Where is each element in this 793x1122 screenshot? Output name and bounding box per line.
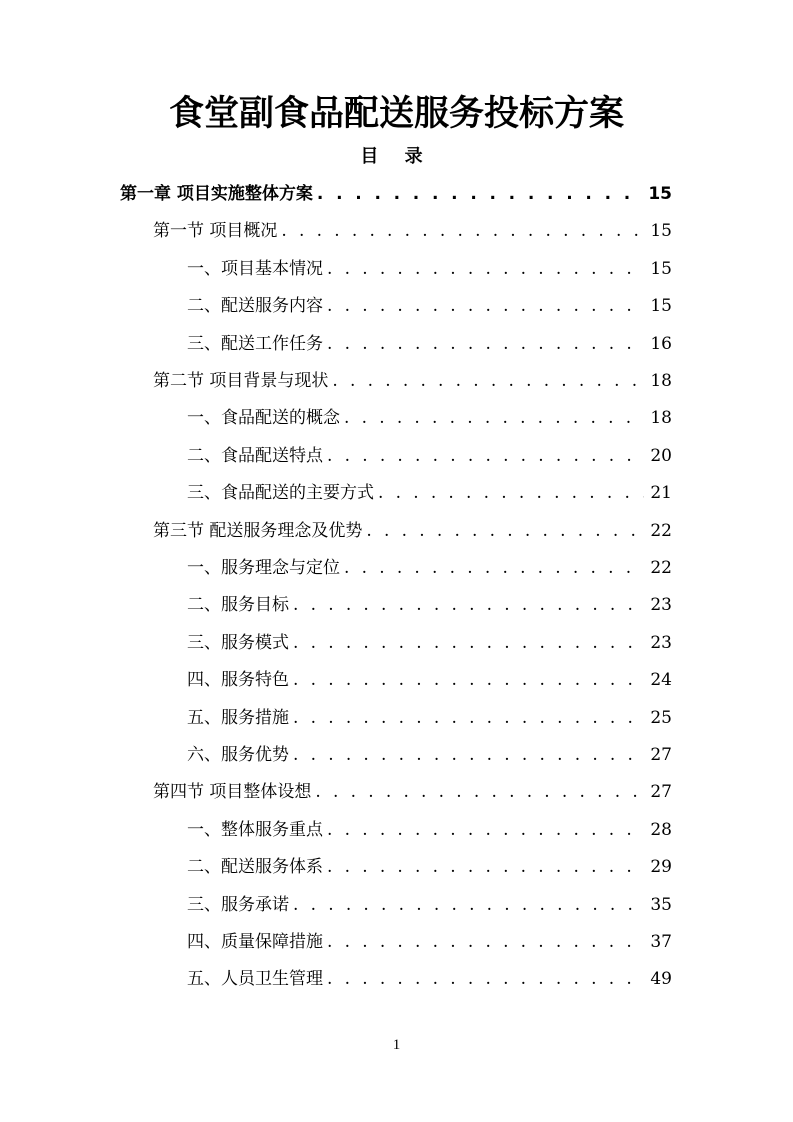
toc-entry-page: 22 xyxy=(650,558,672,578)
toc-subsection-entry[interactable] xyxy=(187,666,672,694)
toc-entry-label: 第一章 项目实施整体方案 xyxy=(120,184,313,204)
toc-dot-leader xyxy=(327,255,644,283)
toc-entry-label: 四、服务特色 xyxy=(187,670,289,690)
toc-subsection-entry[interactable] xyxy=(187,404,672,432)
toc-entry-label: 二、食品配送特点 xyxy=(187,446,323,466)
toc-entry-label: 一、服务理念与定位 xyxy=(187,558,340,578)
toc-entry-page: 22 xyxy=(650,521,672,541)
toc-entry-label: 三、食品配送的主要方式 xyxy=(187,483,374,503)
toc-subsection-entry[interactable] xyxy=(187,292,672,320)
toc-entry-label: 第一节 项目概况 xyxy=(153,221,278,241)
toc-section-entry[interactable] xyxy=(153,217,672,245)
toc-section-entry[interactable] xyxy=(153,367,672,395)
toc-entry-page: 23 xyxy=(650,633,672,653)
toc-dot-leader xyxy=(344,404,644,432)
toc-entry-page: 24 xyxy=(650,670,672,690)
toc-dot-leader xyxy=(293,629,644,657)
toc-dot-leader xyxy=(378,479,644,507)
toc-entry-label: 五、服务措施 xyxy=(187,708,289,728)
toc-dot-leader xyxy=(293,704,644,732)
toc-subsection-entry[interactable] xyxy=(187,928,672,956)
toc-entry-page: 35 xyxy=(650,895,672,915)
toc-subsection-entry[interactable] xyxy=(187,891,672,919)
toc-entry-page: 27 xyxy=(650,782,672,802)
toc-section-entry[interactable] xyxy=(153,778,672,806)
toc-dot-leader xyxy=(315,778,644,806)
toc-entry-page: 21 xyxy=(650,483,672,503)
toc-subsection-entry[interactable] xyxy=(187,330,672,358)
toc-entry-label: 一、食品配送的概念 xyxy=(187,408,340,428)
toc-entry-page: 20 xyxy=(650,446,672,466)
toc-entry-page: 15 xyxy=(650,259,672,279)
toc-entry-page: 15 xyxy=(650,221,672,241)
toc-dot-leader xyxy=(327,330,644,358)
toc-dot-leader xyxy=(344,554,644,582)
toc-dot-leader xyxy=(293,666,644,694)
toc-entry-page: 37 xyxy=(650,932,672,952)
toc-entry-page: 28 xyxy=(650,820,672,840)
toc-entry-page: 23 xyxy=(650,595,672,615)
toc-dot-leader xyxy=(281,217,644,245)
toc-dot-leader xyxy=(327,965,644,993)
toc-dot-leader xyxy=(327,292,644,320)
toc-dot-leader xyxy=(293,891,644,919)
toc-entry-page: 29 xyxy=(650,857,672,877)
toc-entry-page: 18 xyxy=(650,408,672,428)
toc-entry-page: 27 xyxy=(650,745,672,765)
toc-entry-label: 五、人员卫生管理 xyxy=(187,969,323,989)
toc-dot-leader xyxy=(293,741,644,769)
toc-entry-page: 16 xyxy=(650,334,672,354)
toc-subsection-entry[interactable] xyxy=(187,965,672,993)
toc-entry-label: 一、项目基本情况 xyxy=(187,259,323,279)
toc-entry-label: 第四节 项目整体设想 xyxy=(153,782,312,802)
toc-entry-label: 三、配送工作任务 xyxy=(187,334,323,354)
toc-subsection-entry[interactable] xyxy=(187,479,672,507)
toc-dot-leader xyxy=(327,442,644,470)
toc-entry-label: 二、配送服务内容 xyxy=(187,296,323,316)
toc-entry-label: 三、服务承诺 xyxy=(187,895,289,915)
toc-entry-page: 18 xyxy=(650,371,672,391)
toc-section-entry[interactable] xyxy=(153,517,672,545)
toc-entry-label: 二、配送服务体系 xyxy=(187,857,323,877)
toc-subsection-entry[interactable] xyxy=(187,816,672,844)
toc-subsection-entry[interactable] xyxy=(187,255,672,283)
toc-subsection-entry[interactable] xyxy=(187,853,672,881)
toc-chapter-entry[interactable] xyxy=(120,180,672,208)
toc-entry-label: 第三节 配送服务理念及优势 xyxy=(153,521,363,541)
toc-dot-leader xyxy=(366,517,644,545)
page-number: 1 xyxy=(392,1037,401,1053)
toc-entry-page: 49 xyxy=(650,969,672,989)
toc-subsection-entry[interactable] xyxy=(187,442,672,470)
toc-subsection-entry[interactable] xyxy=(187,591,672,619)
toc-dot-leader xyxy=(317,180,642,208)
toc-dot-leader xyxy=(332,367,644,395)
toc-entry-label: 四、质量保障措施 xyxy=(187,932,323,952)
toc-entry-label: 六、服务优势 xyxy=(187,745,289,765)
toc-subsection-entry[interactable] xyxy=(187,704,672,732)
toc-dot-leader xyxy=(327,928,644,956)
toc-entry-page: 15 xyxy=(650,296,672,316)
toc-subsection-entry[interactable] xyxy=(187,629,672,657)
document-title: 食堂副食品配送服务投标方案 xyxy=(168,94,624,134)
toc-entry-label: 第二节 项目背景与现状 xyxy=(153,371,329,391)
toc-entry-label: 一、整体服务重点 xyxy=(187,820,323,840)
toc-subsection-entry[interactable] xyxy=(187,554,672,582)
toc-entry-page: 15 xyxy=(648,184,672,204)
toc-dot-leader xyxy=(293,591,644,619)
toc-entry-page: 25 xyxy=(650,708,672,728)
toc-entry-label: 二、服务目标 xyxy=(187,595,289,615)
toc-heading: 目 录 xyxy=(360,146,433,167)
toc-dot-leader xyxy=(327,816,644,844)
toc-dot-leader xyxy=(327,853,644,881)
toc-entry-label: 三、服务模式 xyxy=(187,633,289,653)
toc-subsection-entry[interactable] xyxy=(187,741,672,769)
